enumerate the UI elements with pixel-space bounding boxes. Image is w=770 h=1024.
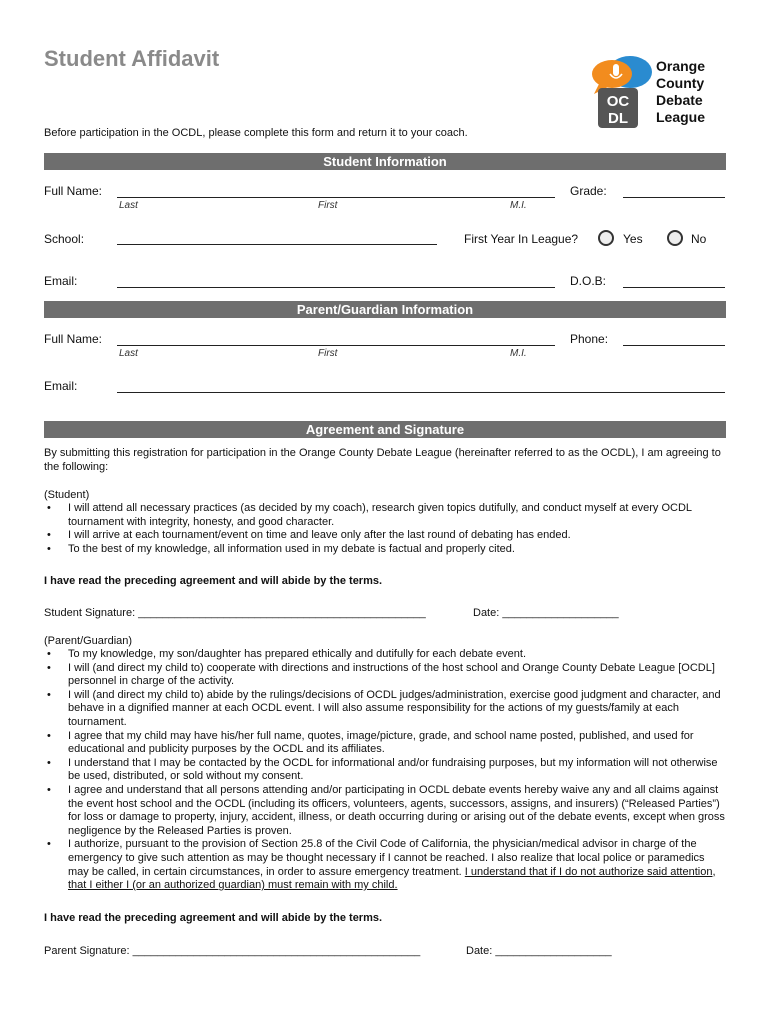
- svg-text:DL: DL: [608, 110, 628, 127]
- parent-date-line[interactable]: Date: ___________________: [466, 945, 612, 957]
- student-info-heading: Student Information: [44, 153, 726, 170]
- student-last-caption: Last: [119, 200, 138, 211]
- student-terms-list: [44, 502, 726, 556]
- student-signature-line[interactable]: Student Signature: _______________________________________________: [44, 607, 426, 619]
- parent-mi-caption: M.I.: [510, 348, 527, 359]
- student-terms-heading: (Student): [44, 489, 90, 501]
- parent-last-caption: Last: [119, 348, 138, 359]
- school-field[interactable]: [117, 244, 437, 245]
- student-email-label: Email:: [44, 274, 78, 288]
- ocdl-logo: [586, 52, 726, 132]
- list-item: • To the best of my knowledge, all information used in my debate is factual and properly cited.: [47, 542, 515, 555]
- grade-field[interactable]: [623, 197, 725, 198]
- phone-label: Phone:: [570, 332, 609, 346]
- list-item: • I will arrive at each tournament/event on time and leave only after the last round of debating has ended.: [47, 529, 571, 542]
- student-full-name-label: Full Name:: [44, 184, 103, 198]
- parent-full-name-label: Full Name:: [44, 332, 103, 346]
- list-item: • To my knowledge, my son/daughter has prepared ethically and dutifully for each debate event.: [47, 648, 526, 660]
- phone-field[interactable]: [623, 345, 725, 346]
- list-item: • I agree that my child may have his/her full name, quotes, image/picture, grade, and school name posted, published, and used for educational and publicity purposes by the OCDL and its affiliates.: [47, 729, 694, 756]
- first-year-yes-radio[interactable]: [598, 230, 614, 246]
- student-first-caption: First: [318, 200, 338, 211]
- page-title: Student Affidavit: [44, 46, 220, 71]
- yes-label: Yes: [623, 232, 643, 246]
- logo-wordmark: Orange County Debate League: [656, 58, 706, 125]
- student-date-line[interactable]: Date: ___________________: [473, 607, 619, 619]
- parent-email-field[interactable]: [117, 392, 725, 393]
- list-item: • I will (and direct my child to) cooperate with directions and instructions of the host school and Orange County Debate League [OCDL] personnel in charge of the activity.: [47, 661, 715, 688]
- school-label: School:: [44, 232, 85, 246]
- parent-email-label: Email:: [44, 379, 78, 393]
- list-item: • I understand that I may be contacted by the OCDL for informational and/or fundraising purposes, but my information will not otherwise be used, distributed, or sold without my consent.: [47, 756, 718, 783]
- parent-terms-list: [44, 648, 726, 893]
- svg-text:OC: OC: [606, 93, 630, 110]
- parent-info-heading: Parent/Guardian Information: [44, 301, 726, 318]
- list-item: • I will attend all necessary practices (as decided by my coach), research given topics dutifully, and conduct myself at every OCDL tournament with integrity, honesty, and good character.: [47, 502, 692, 528]
- dob-label: D.O.B:: [570, 274, 607, 288]
- parent-signature-line[interactable]: Parent Signature: _______________________________________________: [44, 945, 421, 957]
- student-full-name-field[interactable]: [117, 197, 555, 198]
- underlined-authorization-text: I understand that if I do not authorize said attention, that I either I (or an authorized guardian) must remain with my child.: [68, 865, 716, 892]
- list-item: • I authorize, pursuant to the provision of Section 25.8 of the Civil Code of California, the physician/medical advisor in charge of the emergency to give such attention as may be thought necessary if I cannot be reached. I also realize that local police or paramedics may be called, in certain circumstances, in order to assure emergency treatment. I understand that if I do not authorize said attention, that I either I (or an authorized guardian) must remain with my child.: [47, 838, 716, 892]
- dob-field[interactable]: [623, 287, 725, 288]
- grade-label: Grade:: [570, 184, 607, 198]
- list-item: • I agree and understand that all persons attending and/or participating in OCDL debate events hereby waive any and all claims against the event host school and the OCDL (including its officers, volunteers, agents, successors, assigns, and insurers) (“Released Parties”) for loss or damage to property, injury, accident, illness, or death occurring during or arising out of the debate events, except when gross negligence by the Released Parties is proven.: [47, 783, 725, 837]
- no-label: No: [691, 232, 707, 246]
- agreement-intro: By submitting this registration for participation in the Orange County Debate League (hereinafter referred to as the OCDL), I am agreeing to the following:: [44, 447, 721, 473]
- logo-graphic: [586, 52, 656, 132]
- student-mi-caption: M.I.: [510, 200, 527, 211]
- first-year-label: First Year In League?: [464, 232, 579, 246]
- agreement-heading: Agreement and Signature: [44, 421, 726, 438]
- student-abide-statement: I have read the preceding agreement and will abide by the terms.: [44, 575, 383, 587]
- parent-abide-statement: I have read the preceding agreement and will abide by the terms.: [44, 912, 383, 924]
- parent-terms-heading: (Parent/Guardian): [44, 635, 133, 647]
- parent-first-caption: First: [318, 348, 338, 359]
- student-email-field[interactable]: [117, 287, 555, 288]
- first-year-no-radio[interactable]: [667, 230, 683, 246]
- intro-text: Before participation in the OCDL, please complete this form and return it to your coach.: [44, 127, 468, 139]
- parent-full-name-field[interactable]: [117, 345, 555, 346]
- list-item: • I will (and direct my child to) abide by the rulings/decisions of OCDL judges/administration, exercise good judgment and character, and behave in a dignified manner at each OCDL event. I will also assume responsibility for the actions of my guests/family at each tournament.: [47, 688, 721, 728]
